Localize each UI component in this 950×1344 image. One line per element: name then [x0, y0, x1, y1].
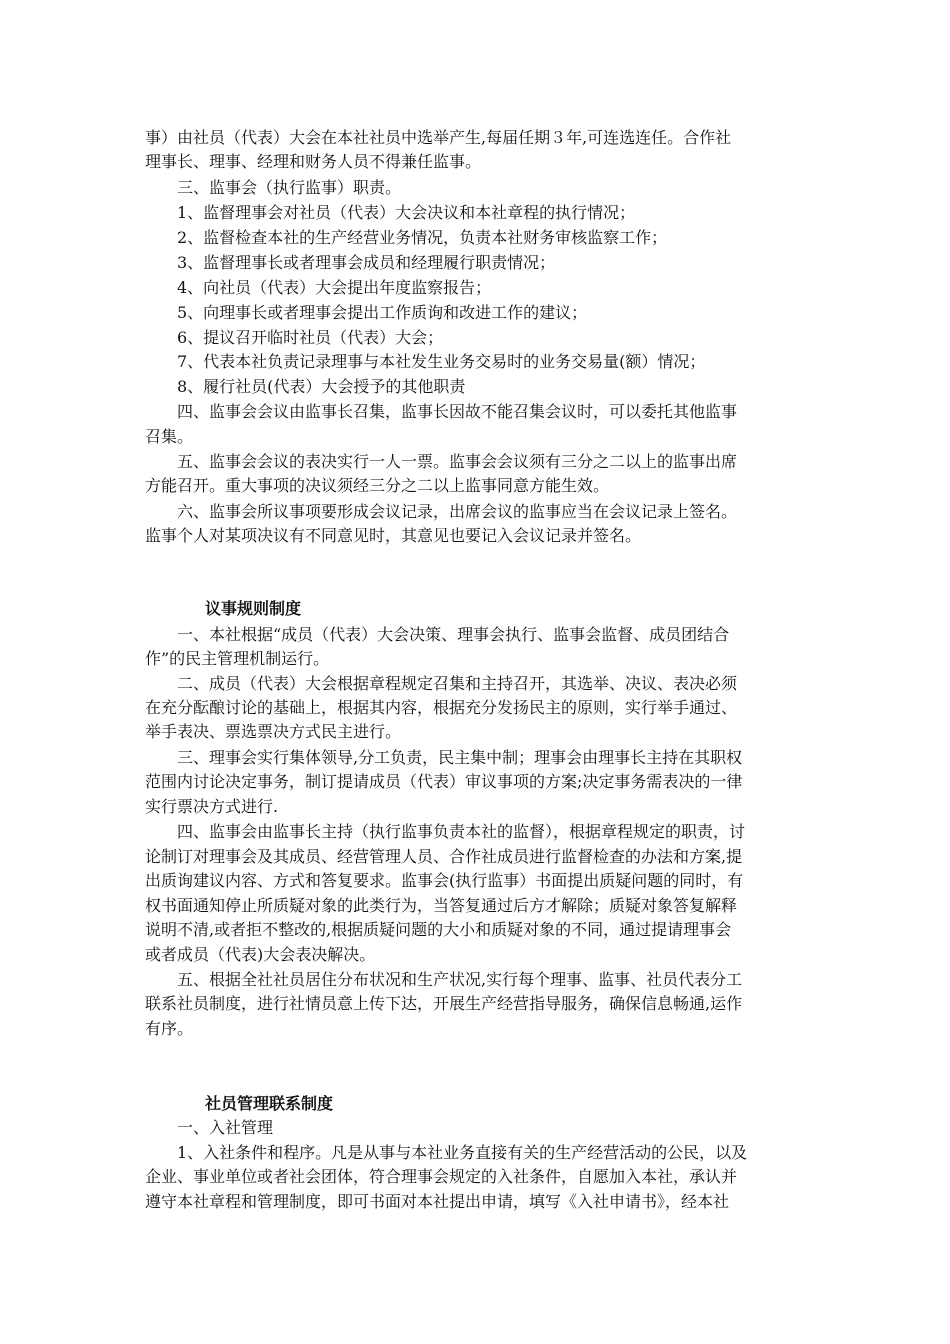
- text-line: 方能召开。重大事项的决议须经三分之二以上监事同意方能生效。: [145, 476, 610, 495]
- section-heading: 社员管理联系制度: [205, 1094, 334, 1113]
- text-line: 监事个人对某项决议有不同意见时，其意见也要记入会议记录并签名。: [145, 526, 642, 545]
- text-line: 企业、事业单位或者社会团体，符合理事会规定的入社条件，自愿加入本社，承认并: [145, 1167, 738, 1186]
- text-line: 五、监事会会议的表决实行一人一票。监事会会议须有三分之二以上的监事出席: [177, 452, 738, 471]
- text-line: 出质询建议内容、方式和答复要求。监事会(执行监事）书面提出质疑问题的同时，有: [145, 871, 744, 890]
- text-line: 1、监督理事会对社员（代表）大会决议和本社章程的执行情况；: [177, 203, 636, 222]
- text-line: 联系社员制度，进行社情员意上传下达，开展生产经营指导服务，确保信息畅通,运作: [145, 994, 743, 1013]
- text-line: 遵守本社章程和管理制度，即可书面对本社提出申请，填写《入社申请书》，经本社: [145, 1192, 730, 1211]
- text-line: 7、代表本社负责记录理事与本社发生业务交易时的业务交易量(额）情况；: [177, 352, 706, 371]
- text-line: 五、根据全社社员居住分布状况和生产状况,实行每个理事、监事、社员代表分工: [177, 970, 743, 989]
- text-line: 三、监事会（执行监事）职责。: [177, 178, 402, 197]
- text-line: 说明不清,或者拒不整改的,根据质疑问题的大小和质疑对象的不同，通过提请理事会: [145, 920, 732, 939]
- text-line: 一、入社管理: [177, 1118, 274, 1137]
- text-line: 一、本社根据“成员（代表）大会决策、理事会执行、监事会监督、成员团结合: [177, 625, 730, 644]
- text-line: 事）由社员（代表）大会在本社社员中选举产生,每届任期３年,可连选连任。合作社: [145, 128, 732, 147]
- text-line: 1、入社条件和程序。凡是从事与本社业务直接有关的生产经营活动的公民，以及: [177, 1143, 748, 1162]
- text-line: 实行票决方式进行.: [145, 797, 279, 816]
- text-line: 2、监督检查本社的生产经营业务情况，负责本社财务审核监察工作；: [177, 228, 668, 247]
- text-line: 举手表决、票选票决方式民主进行。: [145, 722, 402, 741]
- text-line: 在充分酝酿讨论的基础上，根据其内容，根据充分发扬民主的原则，实行举手通过、: [145, 698, 738, 717]
- text-line: 四、监事会会议由监事长召集，监事长因故不能召集会议时，可以委托其他监事: [177, 402, 738, 421]
- text-line: 有序。: [145, 1019, 194, 1038]
- text-line: 4、向社员（代表）大会提出年度监察报告；: [177, 278, 492, 297]
- text-line: 理事长、理事、经理和财务人员不得兼任监事。: [145, 152, 482, 171]
- text-line: 二、成员（代表）大会根据章程规定召集和主持召开，其选举、决议、表决必须: [177, 674, 738, 693]
- text-line: 论制订对理事会及其成员、经营管理人员、合作社成员进行监督检查的办法和方案,提: [145, 847, 743, 866]
- text-line: 或者成员（代表)大会表决解决。: [145, 945, 376, 964]
- text-line: 8、履行社员(代表）大会授予的其他职责: [177, 377, 466, 396]
- text-line: 召集。: [145, 427, 194, 446]
- text-line: 四、监事会由监事长主持（执行监事负责本社的监督），根据章程规定的职责，讨: [177, 822, 746, 841]
- section-heading: 议事规则制度: [205, 599, 302, 618]
- text-line: 作”的民主管理机制运行。: [145, 649, 330, 668]
- text-line: 三、理事会实行集体领导,分工负责，民主集中制；理事会由理事长主持在其职权: [177, 748, 743, 767]
- text-line: 6、提议召开临时社员（代表）大会；: [177, 328, 444, 347]
- text-line: 5、向理事长或者理事会提出工作质询和改进工作的建议；: [177, 303, 588, 322]
- text-line: 六、监事会所议事项要形成会议记录，出席会议的监事应当在会议记录上签名。: [177, 502, 738, 521]
- text-line: 权书面通知停止所质疑对象的此类行为，当答复通过后方才解除；质疑对象答复解释: [145, 896, 738, 915]
- text-line: 范围内讨论决定事务，制订提请成员（代表）审议事项的方案;决定事务需表决的一律: [145, 772, 743, 791]
- text-line: 3、监督理事长或者理事会成员和经理履行职责情况；: [177, 253, 556, 272]
